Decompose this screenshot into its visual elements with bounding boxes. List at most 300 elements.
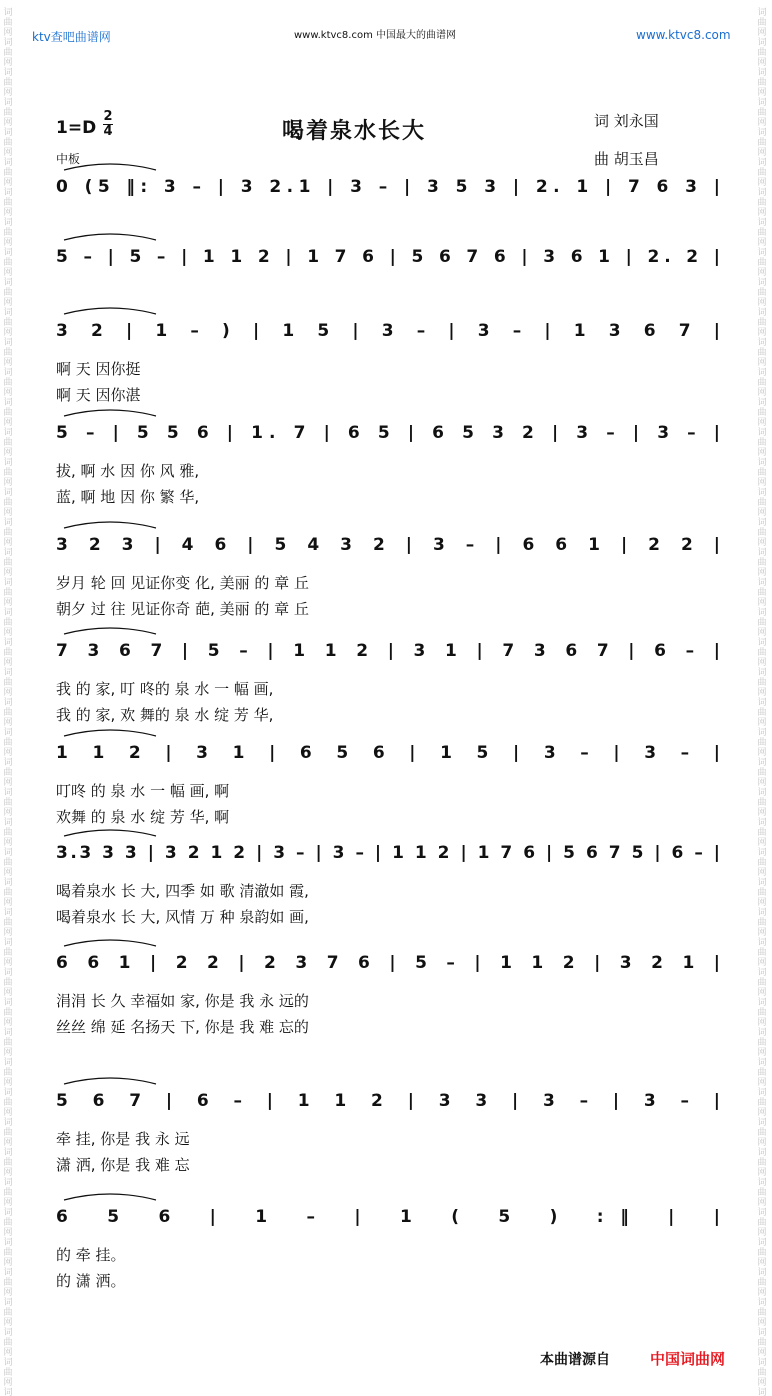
watermark-char: 曲: [757, 858, 767, 868]
watermark-char: 网: [757, 328, 767, 338]
watermark-char: 词: [757, 8, 767, 18]
watermark-char: 曲: [757, 228, 767, 238]
watermark-char: 词: [3, 758, 13, 768]
watermark-char: 曲: [3, 1188, 13, 1198]
watermark-char: 词: [757, 98, 767, 108]
watermark-char: 词: [3, 698, 13, 708]
lyric-row-9-verse-2: 丝丝 绵 延 名扬天 下, 你是 我 难 忘的: [56, 1018, 309, 1036]
watermark-char: 曲: [757, 978, 767, 988]
watermark-char: 网: [3, 1258, 13, 1268]
slur-mark: [64, 1078, 156, 1084]
watermark-char: 词: [3, 1238, 13, 1248]
watermark-char: 曲: [3, 888, 13, 898]
watermark-char: 曲: [3, 1038, 13, 1048]
watermark-char: 网: [757, 868, 767, 878]
watermark-char: 词: [757, 608, 767, 618]
watermark-char: 曲: [757, 708, 767, 718]
watermark-char: 曲: [757, 768, 767, 778]
watermark-char: 曲: [3, 318, 13, 328]
watermark-char: 曲: [3, 18, 13, 28]
watermark-char: 曲: [757, 648, 767, 658]
footer-source-site[interactable]: 中国词曲网: [650, 1350, 726, 1368]
watermark-char: 曲: [757, 588, 767, 598]
watermark-char: 词: [3, 428, 13, 438]
watermark-char: 曲: [3, 288, 13, 298]
watermark-char: 曲: [757, 498, 767, 508]
watermark-char: 曲: [3, 828, 13, 838]
watermark-char: 词: [3, 218, 13, 228]
score-row-1: 0 (5 ‖: 3 – | 3 2.1 | 3 – | 3 5 3 | 2. 1 | 7 6 3 |: [56, 177, 721, 197]
watermark-char: 网: [757, 598, 767, 608]
watermark-char: 曲: [3, 108, 13, 118]
watermark-char: 网: [757, 1108, 767, 1118]
watermark-char: 曲: [3, 798, 13, 808]
watermark-char: 曲: [3, 648, 13, 658]
watermark-char: 词: [757, 1238, 767, 1248]
slur-mark: [64, 628, 156, 634]
watermark-char: 词: [757, 458, 767, 468]
watermark-char: 词: [3, 818, 13, 828]
lyric-row-5-verse-1: 岁月 轮 回 见证你变 化, 美丽 的 章 丘: [56, 574, 309, 592]
watermark-char: 曲: [757, 1278, 767, 1288]
watermark-char: 词: [3, 578, 13, 588]
watermark-char: 网: [3, 1228, 13, 1238]
watermark-char: 词: [3, 1358, 13, 1368]
watermark-char: 网: [3, 748, 13, 758]
time-signature-bottom: 4: [103, 124, 113, 139]
watermark-char: 词: [757, 428, 767, 438]
lyricist-credit: 词 刘永国: [594, 112, 659, 130]
watermark-char: 词: [3, 308, 13, 318]
watermark-char: 网: [757, 28, 767, 38]
watermark-char: 词: [757, 1298, 767, 1308]
watermark-char: 词: [3, 68, 13, 78]
score-row-8: 3.3 3 3 | 3 2 1 2 | 3 – | 3 – | 1 1 2 | 1 7 6 | 5 6 7 5 | 6 – |: [56, 843, 721, 863]
score-row-2: 5 – | 5 – | 1 1 2 | 1 7 6 | 5 6 7 6 | 3 6 1 | 2. 2 |: [56, 247, 721, 267]
watermark-char: 词: [3, 968, 13, 978]
watermark-char: 词: [3, 398, 13, 408]
watermark-char: 词: [757, 38, 767, 48]
watermark-char: 网: [3, 1138, 13, 1148]
watermark-char: 词: [757, 1088, 767, 1098]
watermark-char: 曲: [757, 558, 767, 568]
watermark-char: 曲: [757, 168, 767, 178]
watermark-char: 词: [757, 398, 767, 408]
lyric-row-8-verse-1: 喝着泉水 长 大, 四季 如 歌 清澈如 霞,: [56, 882, 309, 900]
lyric-row-3-verse-1: 啊 天 因你挺: [56, 360, 141, 378]
watermark-char: 词: [3, 128, 13, 138]
watermark-char: 网: [3, 118, 13, 128]
watermark-char: 词: [3, 1388, 13, 1396]
watermark-char: 曲: [757, 1038, 767, 1048]
watermark-char: 网: [3, 508, 13, 518]
watermark-char: 曲: [757, 138, 767, 148]
watermark-char: 词: [3, 1328, 13, 1338]
lyric-row-5-verse-2: 朝夕 过 往 见证你奇 葩, 美丽 的 章 丘: [56, 600, 309, 618]
watermark-char: 网: [757, 958, 767, 968]
watermark-char: 曲: [757, 48, 767, 58]
watermark-char: 网: [3, 868, 13, 878]
watermark-char: 曲: [757, 378, 767, 388]
watermark-char: 网: [757, 388, 767, 398]
watermark-char: 词: [757, 488, 767, 498]
watermark-char: 曲: [3, 558, 13, 568]
watermark-char: 网: [757, 718, 767, 728]
watermark-char: 词: [3, 938, 13, 948]
watermark-char: 网: [757, 1258, 767, 1268]
time-signature-top: 2: [103, 109, 113, 124]
watermark-char: 网: [757, 778, 767, 788]
watermark-char: 曲: [3, 1098, 13, 1108]
watermark-char: 网: [757, 838, 767, 848]
watermark-char: 词: [757, 218, 767, 228]
watermark-char: 曲: [757, 1368, 767, 1378]
watermark-char: 词: [757, 998, 767, 1008]
watermark-char: 曲: [3, 1308, 13, 1318]
watermark-char: 词: [757, 188, 767, 198]
watermark-char: 网: [3, 958, 13, 968]
watermark-char: 词: [757, 158, 767, 168]
watermark-char: 词: [757, 68, 767, 78]
watermark-char: 曲: [3, 588, 13, 598]
watermark-char: 词: [757, 368, 767, 378]
watermark-char: 词: [3, 38, 13, 48]
watermark-char: 词: [3, 458, 13, 468]
watermark-char: 曲: [757, 288, 767, 298]
watermark-char: 词: [757, 548, 767, 558]
watermark-char: 词: [3, 608, 13, 618]
watermark-char: 曲: [757, 948, 767, 958]
watermark-char: 网: [757, 628, 767, 638]
watermark-char: 词: [757, 1208, 767, 1218]
watermark-char: 曲: [757, 198, 767, 208]
watermark-char: 网: [757, 748, 767, 758]
watermark-char: 网: [3, 1018, 13, 1028]
watermark-char: 曲: [3, 1338, 13, 1348]
watermark-char: 词: [3, 488, 13, 498]
watermark-char: 词: [757, 1328, 767, 1338]
watermark-char: 词: [3, 788, 13, 798]
watermark-char: 曲: [757, 1188, 767, 1198]
watermark-char: 网: [757, 238, 767, 248]
watermark-char: 词: [757, 698, 767, 708]
watermark-char: 词: [3, 638, 13, 648]
watermark-char: 词: [757, 308, 767, 318]
watermark-char: 网: [3, 898, 13, 908]
watermark-char: 网: [3, 268, 13, 278]
watermark-char: 词: [3, 728, 13, 738]
watermark-char: 网: [757, 1228, 767, 1238]
watermark-char: 词: [757, 248, 767, 258]
watermark-char: 词: [3, 158, 13, 168]
watermark-char: 曲: [757, 18, 767, 28]
composer-credit: 曲 胡玉昌: [594, 150, 659, 168]
watermark-char: 词: [757, 908, 767, 918]
watermark-char: 词: [3, 1178, 13, 1188]
watermark-char: 曲: [3, 1218, 13, 1228]
watermark-char: 网: [757, 688, 767, 698]
watermark-char: 词: [757, 728, 767, 738]
watermark-char: 网: [3, 808, 13, 818]
watermark-char: 词: [757, 638, 767, 648]
watermark-char: 网: [757, 298, 767, 308]
watermark-char: 网: [757, 508, 767, 518]
watermark-char: 网: [3, 1318, 13, 1328]
lyric-row-6-verse-2: 我 的 家, 欢 舞的 泉 水 绽 芳 华,: [56, 706, 274, 724]
watermark-char: 词: [3, 1118, 13, 1128]
watermark-char: 词: [757, 818, 767, 828]
watermark-char: 词: [3, 1058, 13, 1068]
watermark-char: 网: [3, 1348, 13, 1358]
watermark-char: 曲: [757, 618, 767, 628]
watermark-char: 词: [757, 878, 767, 888]
lyric-row-7-verse-1: 叮咚 的 泉 水 一 幅 画, 啊: [56, 782, 230, 800]
watermark-char: 网: [757, 148, 767, 158]
watermark-char: 网: [3, 58, 13, 68]
watermark-char: 曲: [3, 858, 13, 868]
watermark-char: 词: [757, 1058, 767, 1068]
watermark-char: 词: [757, 578, 767, 588]
watermark-char: 网: [3, 838, 13, 848]
watermark-char: 词: [3, 1298, 13, 1308]
watermark-char: 曲: [757, 258, 767, 268]
watermark-char: 网: [757, 808, 767, 818]
watermark-char: 网: [3, 568, 13, 578]
watermark-char: 网: [757, 1078, 767, 1088]
key-signature: 1=D: [56, 118, 97, 138]
watermark-char: 网: [3, 88, 13, 98]
watermark-char: 曲: [3, 78, 13, 88]
lyric-row-6-verse-1: 我 的 家, 叮 咚的 泉 水 一 幅 画,: [56, 680, 274, 698]
watermark-char: 词: [757, 1358, 767, 1368]
watermark-char: 曲: [757, 1308, 767, 1318]
watermark-char: 曲: [757, 918, 767, 928]
watermark-char: 词: [3, 338, 13, 348]
watermark-char: 网: [757, 478, 767, 488]
watermark-char: 网: [3, 538, 13, 548]
watermark-char: 网: [757, 58, 767, 68]
watermark-char: 网: [3, 238, 13, 248]
watermark-char: 曲: [757, 678, 767, 688]
watermark-char: 词: [3, 908, 13, 918]
lyric-row-4-verse-2: 蓝, 啊 地 因 你 繁 华,: [56, 488, 200, 506]
watermark-char: 网: [757, 1168, 767, 1178]
score-row-9: 6 6 1 | 2 2 | 2 3 7 6 | 5 – | 1 1 2 | 3 2 1 |: [56, 953, 721, 973]
watermark-char: 词: [3, 878, 13, 888]
watermark-char: 网: [3, 1168, 13, 1178]
watermark-char: 网: [3, 658, 13, 668]
watermark-char: 网: [757, 1318, 767, 1328]
slur-mark: [64, 234, 156, 240]
watermark-char: 曲: [757, 108, 767, 118]
watermark-char: 曲: [757, 1128, 767, 1138]
watermark-char: 网: [757, 658, 767, 668]
watermark-char: 词: [3, 1088, 13, 1098]
watermark-char: 曲: [3, 918, 13, 928]
watermark-char: 网: [3, 988, 13, 998]
watermark-char: 词: [3, 188, 13, 198]
watermark-char: 词: [3, 8, 13, 18]
watermark-char: 曲: [3, 438, 13, 448]
watermark-char: 曲: [3, 1158, 13, 1168]
watermark-char: 词: [3, 848, 13, 858]
watermark-char: 网: [757, 1348, 767, 1358]
watermark-char: 曲: [3, 408, 13, 418]
watermark-char: 网: [3, 208, 13, 218]
watermark-char: 曲: [3, 1278, 13, 1288]
watermark-char: 曲: [3, 1008, 13, 1018]
watermark-char: 曲: [3, 378, 13, 388]
watermark-char: 网: [3, 628, 13, 638]
watermark-char: 曲: [757, 1098, 767, 1108]
watermark-char: 网: [757, 268, 767, 278]
watermark-char: 曲: [757, 348, 767, 358]
watermark-char: 曲: [3, 1368, 13, 1378]
watermark-char: 网: [757, 988, 767, 998]
score-row-11: 6 5 6 | 1 – | 1 ( 5 ) :‖ | |: [56, 1207, 720, 1227]
watermark-char: 曲: [3, 1128, 13, 1138]
watermark-char: 网: [757, 88, 767, 98]
lyric-row-7-verse-2: 欢舞 的 泉 水 绽 芳 华, 啊: [56, 808, 230, 826]
watermark-char: 网: [757, 208, 767, 218]
watermark-char: 曲: [3, 1248, 13, 1258]
watermark-char: 网: [3, 28, 13, 38]
watermark-char: 曲: [3, 768, 13, 778]
score-row-4: 5 – | 5 5 6 | 1. 7 | 6 5 | 6 5 3 2 | 3 – | 3 – |: [56, 423, 720, 443]
watermark-char: 曲: [757, 1008, 767, 1018]
watermark-char: 词: [757, 938, 767, 948]
watermark-char: 词: [757, 338, 767, 348]
watermark-char: 曲: [3, 258, 13, 268]
watermark-char: 网: [3, 778, 13, 788]
watermark-char: 词: [3, 1268, 13, 1278]
watermark-char: 网: [3, 358, 13, 368]
watermark-char: 词: [3, 548, 13, 558]
tempo-marking: 中板: [56, 152, 81, 166]
watermark-char: 网: [3, 1198, 13, 1208]
header-site-left[interactable]: ktv查吧曲谱网: [32, 30, 111, 44]
watermark-char: 网: [757, 568, 767, 578]
watermark-char: 曲: [757, 1158, 767, 1168]
watermark-char: 网: [757, 178, 767, 188]
watermark-char: 曲: [3, 168, 13, 178]
watermark-char: 词: [3, 1148, 13, 1158]
watermark-char: 网: [757, 928, 767, 938]
watermark-char: 曲: [3, 678, 13, 688]
watermark-char: 词: [757, 128, 767, 138]
watermark-char: 词: [3, 1028, 13, 1038]
slur-mark: [64, 830, 156, 836]
slur-mark: [64, 308, 156, 314]
watermark-char: 网: [3, 388, 13, 398]
watermark-char: 曲: [757, 318, 767, 328]
watermark-char: 曲: [3, 708, 13, 718]
watermark-char: 词: [757, 758, 767, 768]
lyric-row-10-verse-2: 潇 洒, 你是 我 难 忘: [56, 1156, 190, 1174]
watermark-char: 曲: [3, 528, 13, 538]
watermark-char: 网: [757, 418, 767, 428]
watermark-char: 词: [757, 1118, 767, 1128]
watermark-char: 网: [3, 148, 13, 158]
watermark-char: 网: [757, 358, 767, 368]
watermark-char: 曲: [3, 738, 13, 748]
slur-mark: [64, 164, 156, 170]
watermark-char: 词: [757, 1028, 767, 1038]
score-row-6: 7 3 6 7 | 5 – | 1 1 2 | 3 1 | 7 3 6 7 | 6 – |: [56, 641, 720, 661]
watermark-char: 网: [3, 928, 13, 938]
watermark-char: 曲: [757, 468, 767, 478]
watermark-char: 网: [757, 1048, 767, 1058]
watermark-char: 曲: [3, 138, 13, 148]
watermark-char: 网: [757, 1018, 767, 1028]
watermark-char: 网: [3, 688, 13, 698]
score-row-7: 1 1 2 | 3 1 | 6 5 6 | 1 5 | 3 – | 3 – |: [56, 743, 721, 763]
watermark-char: 词: [3, 98, 13, 108]
lyric-row-11-verse-1: 的 牵 挂。: [56, 1246, 126, 1264]
slur-mark: [64, 940, 156, 946]
watermark-char: 曲: [3, 498, 13, 508]
watermark-char: 词: [757, 788, 767, 798]
watermark-char: 网: [757, 1198, 767, 1208]
watermark-char: 曲: [757, 1218, 767, 1228]
lyric-row-4-verse-1: 拔, 啊 水 因 你 风 雅,: [56, 462, 200, 480]
score-row-10: 5 6 7 | 6 – | 1 1 2 | 3 3 | 3 – | 3 – |: [56, 1091, 721, 1111]
watermark-char: 网: [3, 178, 13, 188]
watermark-char: 网: [3, 718, 13, 728]
song-title: 喝着泉水长大: [282, 118, 427, 144]
watermark-char: 网: [3, 328, 13, 338]
watermark-char: 曲: [757, 828, 767, 838]
watermark-char: 曲: [3, 348, 13, 358]
score-row-5: 3 2 3 | 4 6 | 5 4 3 2 | 3 – | 6 6 1 | 2 2 |: [56, 535, 720, 555]
watermark-char: 网: [3, 1288, 13, 1298]
watermark-char: 词: [3, 668, 13, 678]
watermark-char: 网: [3, 1378, 13, 1388]
watermark-char: 网: [3, 598, 13, 608]
watermark-char: 词: [757, 278, 767, 288]
watermark-char: 曲: [3, 468, 13, 478]
watermark-char: 网: [3, 1108, 13, 1118]
watermark-char: 网: [757, 1288, 767, 1298]
watermark-char: 词: [757, 518, 767, 528]
watermark-char: 网: [3, 478, 13, 488]
watermark-char: 网: [757, 448, 767, 458]
watermark-char: 曲: [757, 798, 767, 808]
watermark-char: 词: [3, 518, 13, 528]
watermark-char: 网: [3, 1078, 13, 1088]
watermark-char: 词: [757, 1148, 767, 1158]
watermark-char: 网: [757, 898, 767, 908]
watermark-char: 曲: [3, 48, 13, 58]
slur-mark: [64, 410, 156, 416]
watermark-char: 曲: [757, 888, 767, 898]
watermark-char: 词: [3, 368, 13, 378]
watermark-char: 曲: [3, 228, 13, 238]
watermark-char: 曲: [757, 78, 767, 88]
watermark-char: 网: [3, 448, 13, 458]
lyric-row-10-verse-1: 牵 挂, 你是 我 永 远: [56, 1130, 190, 1148]
watermark-char: 曲: [3, 618, 13, 628]
header-site-right[interactable]: www.ktvc8.com: [636, 28, 731, 42]
watermark-char: 词: [3, 1208, 13, 1218]
watermark-char: 曲: [757, 528, 767, 538]
lyric-row-9-verse-1: 涓涓 长 久 幸福如 家, 你是 我 永 远的: [56, 992, 309, 1010]
slur-mark: [64, 522, 156, 528]
score-row-3: 3 2 | 1 – ) | 1 5 | 3 – | 3 – | 1 3 6 7 |: [56, 321, 720, 341]
lyric-row-3-verse-2: 啊 天 因你湛: [56, 386, 141, 404]
watermark-char: 词: [3, 278, 13, 288]
watermark-char: 网: [3, 298, 13, 308]
